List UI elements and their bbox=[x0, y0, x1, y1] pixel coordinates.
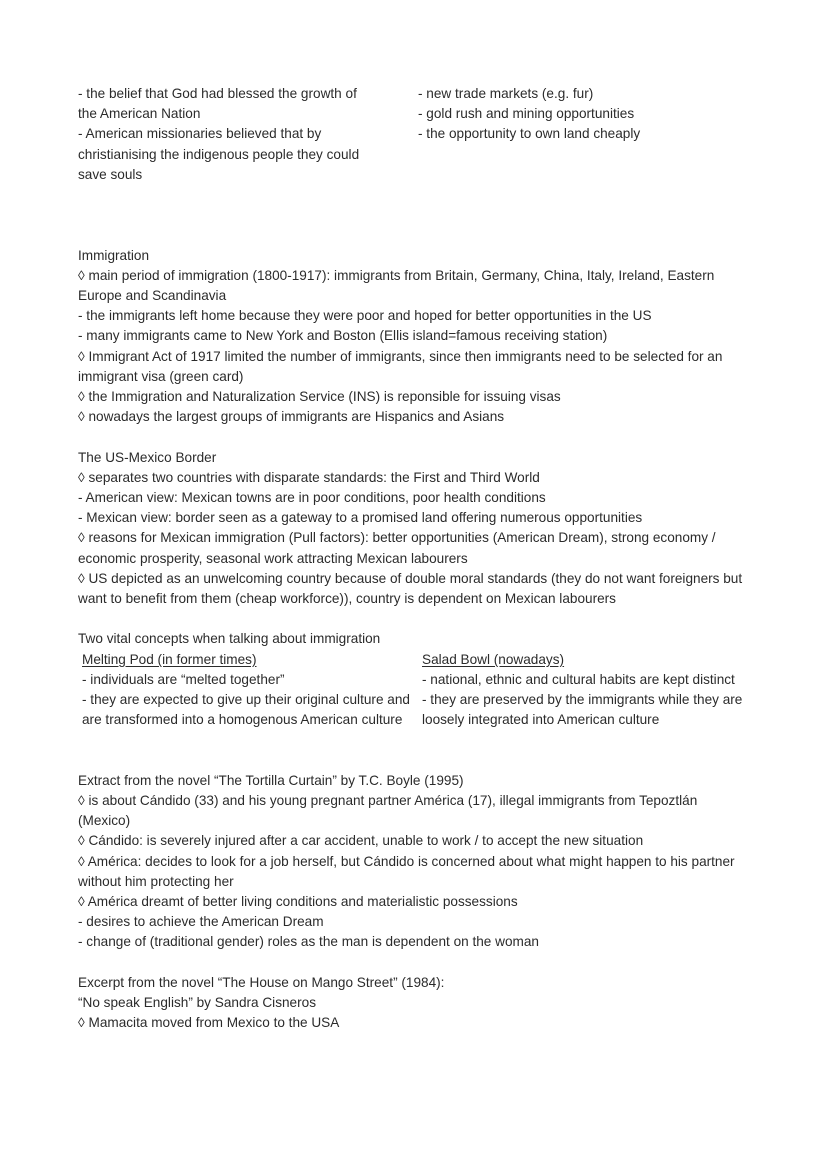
section-tortilla-curtain bbox=[78, 771, 746, 953]
extract-line-2: ◊ Cándido: is severely injured after a car accident, unable to work / to accept the new situation bbox=[78, 833, 644, 849]
excerpt-line-1: ◊ Mamacita moved from Mexico to the USA bbox=[78, 1015, 340, 1031]
top-right-line-2: - gold rush and mining opportunities bbox=[418, 106, 635, 122]
salad-bowl-line-1: - national, ethnic and cultural habits are kept distinct bbox=[422, 671, 735, 687]
melting-pod-line-2: - they are expected to give up their original culture and are transformed into a homogenous American culture bbox=[82, 692, 414, 728]
melting-pod-column bbox=[78, 650, 422, 731]
extract-line-5: - desires to achieve the American Dream bbox=[78, 914, 324, 930]
immigration-line-5: ◊ the Immigration and Naturalization Service (INS) is reponsible for issuing visas bbox=[78, 389, 561, 405]
salad-bowl-line-2: - they are preserved by the immigrants while they are loosely integrated into American culture bbox=[422, 692, 747, 728]
border-line-5: ◊ US depicted as an unwelcoming country because of double moral standards (they do not want foreigners but want to benefit from them (cheap workforce)), country is dependent on Mexican labourers bbox=[78, 570, 746, 607]
spacer-after-concepts bbox=[78, 730, 746, 750]
concepts-two-column-block bbox=[78, 650, 746, 731]
extract-line-6: - change of (traditional gender) roles as the man is dependent on the woman bbox=[78, 934, 539, 950]
top-right-line-3: - the opportunity to own land cheaply bbox=[418, 126, 641, 142]
melting-pod-title: Melting Pod (in former times) bbox=[82, 651, 257, 667]
immigration-line-1: ◊ main period of immigration (1800-1917): immigrants from Britain, Germany, China, Italy, Ireland, Eastern Europe and Scandinavia bbox=[78, 267, 719, 303]
top-left-line-3: - American missionaries believed that by bbox=[78, 126, 322, 142]
melting-pod-line-1: - individuals are “melted together” bbox=[82, 671, 285, 687]
top-right-column bbox=[418, 84, 746, 145]
salad-bowl-column bbox=[422, 650, 746, 731]
immigration-line-2: - the immigrants left home because they were poor and hoped for better opportunities in the US bbox=[78, 308, 652, 324]
immigration-line-4: ◊ Immigrant Act of 1917 limited the number of immigrants, since then immigrants need to be selected for an immigrant visa (green card) bbox=[78, 348, 727, 384]
spacer-after-extract bbox=[78, 953, 746, 973]
spacer-after-border bbox=[78, 609, 746, 629]
border-line-2: - American view: Mexican towns are in poor conditions, poor health conditions bbox=[78, 490, 546, 506]
section-immigration bbox=[78, 246, 746, 428]
top-left-column bbox=[78, 84, 418, 185]
spacer-after-top-block bbox=[78, 185, 746, 225]
top-left-line-4: christianising the indigenous people they could bbox=[78, 146, 360, 162]
immigration-line-3: - many immigrants came to New York and Boston (Ellis island=famous receiving station) bbox=[78, 328, 608, 344]
extract-line-1: ◊ is about Cándido (33) and his young pregnant partner América (17), illegal immigrants from Tepoztlán (Mexico) bbox=[78, 793, 702, 829]
spacer-extra-1 bbox=[78, 225, 746, 245]
extract-heading: Extract from the novel “The Tortilla Curtain” by T.C. Boyle (1995) bbox=[78, 772, 464, 788]
section-two-vital-concepts bbox=[78, 629, 746, 730]
top-two-column-block bbox=[78, 84, 746, 185]
extract-line-4: ◊ América dreamt of better living conditions and materialistic possessions bbox=[78, 894, 518, 910]
section-mango-street bbox=[78, 973, 746, 1034]
top-left-line-2: the American Nation bbox=[78, 106, 201, 122]
section-heading-immigration: Immigration bbox=[78, 247, 150, 263]
section-heading-border: The US-Mexico Border bbox=[78, 449, 217, 465]
border-line-4: ◊ reasons for Mexican immigration (Pull factors): better opportunities (American Dream), strong economy / economic prosperity, seasonal work attracting Mexican labourers bbox=[78, 530, 720, 566]
top-left-line-5: save souls bbox=[78, 166, 143, 182]
immigration-line-6: ◊ nowadays the largest groups of immigrants are Hispanics and Asians bbox=[78, 409, 505, 425]
salad-bowl-title: Salad Bowl (nowadays) bbox=[422, 651, 565, 667]
top-right-line-1: - new trade markets (e.g. fur) bbox=[418, 86, 594, 101]
concepts-heading: Two vital concepts when talking about immigration bbox=[78, 631, 381, 647]
notes-body bbox=[78, 84, 746, 1033]
excerpt-heading: Excerpt from the novel “The House on Mango Street” (1984): bbox=[78, 974, 445, 990]
top-left-line-1: - the belief that God had blessed the growth of bbox=[78, 86, 357, 101]
border-line-3: - Mexican view: border seen as a gateway to a promised land offering numerous opportunities bbox=[78, 510, 643, 526]
border-line-1: ◊ separates two countries with disparate standards: the First and Third World bbox=[78, 469, 540, 485]
spacer-after-concepts-2 bbox=[78, 751, 746, 771]
extract-line-3: ◊ América: decides to look for a job herself, but Cándido is concerned about what might happen to his partner without him protecting her bbox=[78, 853, 739, 889]
excerpt-subheading: “No speak English” by Sandra Cisneros bbox=[78, 995, 317, 1011]
spacer-after-immigration bbox=[78, 427, 746, 447]
section-us-mexico-border bbox=[78, 448, 746, 610]
